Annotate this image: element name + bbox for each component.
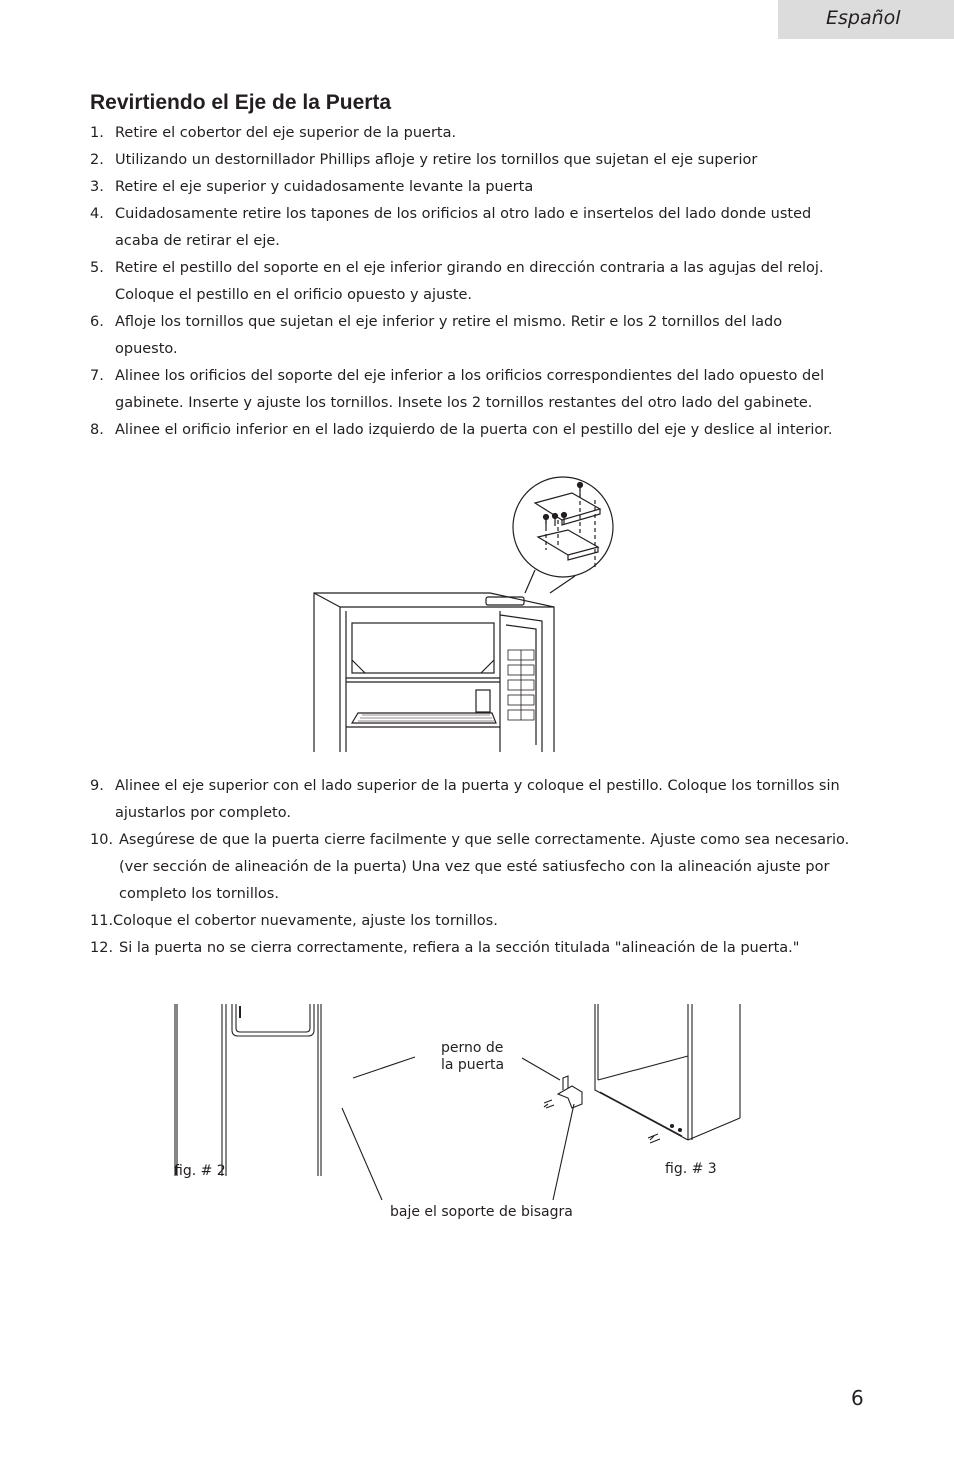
step-text: Afloje los tornillos que sujetan el eje inferior y retire el mismo. Retir e los 2 tornillos del lado opuesto. [115,314,783,357]
step-text: Alinee el eje superior con el lado superior de la puerta y coloque el pestillo. Coloque los tornillos sin ajustarlos por completo. [115,778,840,821]
step-text: Retire el pestillo del soporte en el eje inferior girando en dirección contraria a las agujas del reloj. Coloque el pestillo en el orificio opuesto y ajuste. [115,260,824,303]
freezer-compartment [352,623,494,673]
step-1 [90,120,880,147]
fig-top-hinge-illustration [310,475,620,755]
step-text: 11.Coloque el cobertor nuevamente, ajuste los tornillos. [90,913,498,929]
step-9 [90,773,880,827]
step-4 [90,201,880,255]
fig2-label: fig. # 2 [174,1163,226,1179]
hinge-bracket [544,1076,582,1108]
fig3-label: fig. # 3 [665,1161,717,1177]
section-title: Revirtiendo el Eje de la Puerta [90,91,392,114]
step-number: 10. [90,832,114,848]
hinge-detail-circle [513,477,613,577]
step-text: Retire el cobertor del eje superior de la puerta. [115,125,457,141]
step-3 [90,174,880,201]
step-5 [90,255,880,309]
steps-list-a [90,120,880,444]
step-10 [90,827,880,908]
step-6 [90,309,880,363]
step-text: Asegúrese de que la puerta cierre facilmente y que selle correctamente. Ajuste como sea necesario. (ver sección de alineación de la puerta) Una vez que esté satiusfecho con la alineación ajuste por completo los tornillos. [119,832,850,902]
door-pin-label-line1: perno de [441,1040,504,1056]
step-number: 4. [90,206,104,222]
step-text: Si la puerta no se cierra correctamente, refiera a la sección titulada "alineación de la puerta." [119,940,800,956]
step-12 [90,935,880,962]
fig-bottom-hinge-illustration [160,1000,760,1210]
door-shelves [508,650,534,720]
step-number: 3. [90,179,104,195]
step-number: 5. [90,260,104,276]
hinge-plate-bottom [538,530,598,555]
fig2-door-edge [175,1004,321,1176]
step-text: Alinee los orificios del soporte del eje inferior a los orificios correspondientes del lado opuesto del gabinete. Inserte y ajuste los tornillos. Insete los 2 tornillos restantes del otro lado del gabinete. [115,368,825,411]
step-number: 7. [90,368,104,384]
step-number: 12. [90,940,114,956]
screw-icon [648,1134,660,1143]
fig3-cabinet-corner [595,1004,740,1143]
step-number: 2. [90,152,104,168]
door-pin-label-line2: la puerta [441,1057,505,1073]
step-text: Alinee el orificio inferior en el lado izquierdo de la puerta con el pestillo del eje y deslice al interior. [115,422,833,438]
step-7 [90,363,880,417]
language-tab: Español [778,0,954,39]
page-number: 6 [851,1386,864,1410]
steps-list-b [90,773,880,962]
step-11 [90,908,880,935]
step-number: 1. [90,125,104,141]
step-number: 9. [90,778,104,794]
step-number: 6. [90,314,104,330]
step-2 [90,147,880,174]
step-text: Retire el eje superior y cuidadosamente levante la puerta [115,179,534,195]
step-8 [90,417,880,444]
step-text: Utilizando un destornillador Phillips afloje y retire los tornillos que sujetan el eje superior [115,152,758,168]
step-text: Cuidadosamente retire los tapones de los orificios al otro lado e insertelos del lado donde usted acaba de retirar el eje. [115,206,812,249]
step-number: 8. [90,422,104,438]
hinge-label: baje el soporte de bisagra [390,1204,573,1220]
screw-icon [544,1100,554,1108]
